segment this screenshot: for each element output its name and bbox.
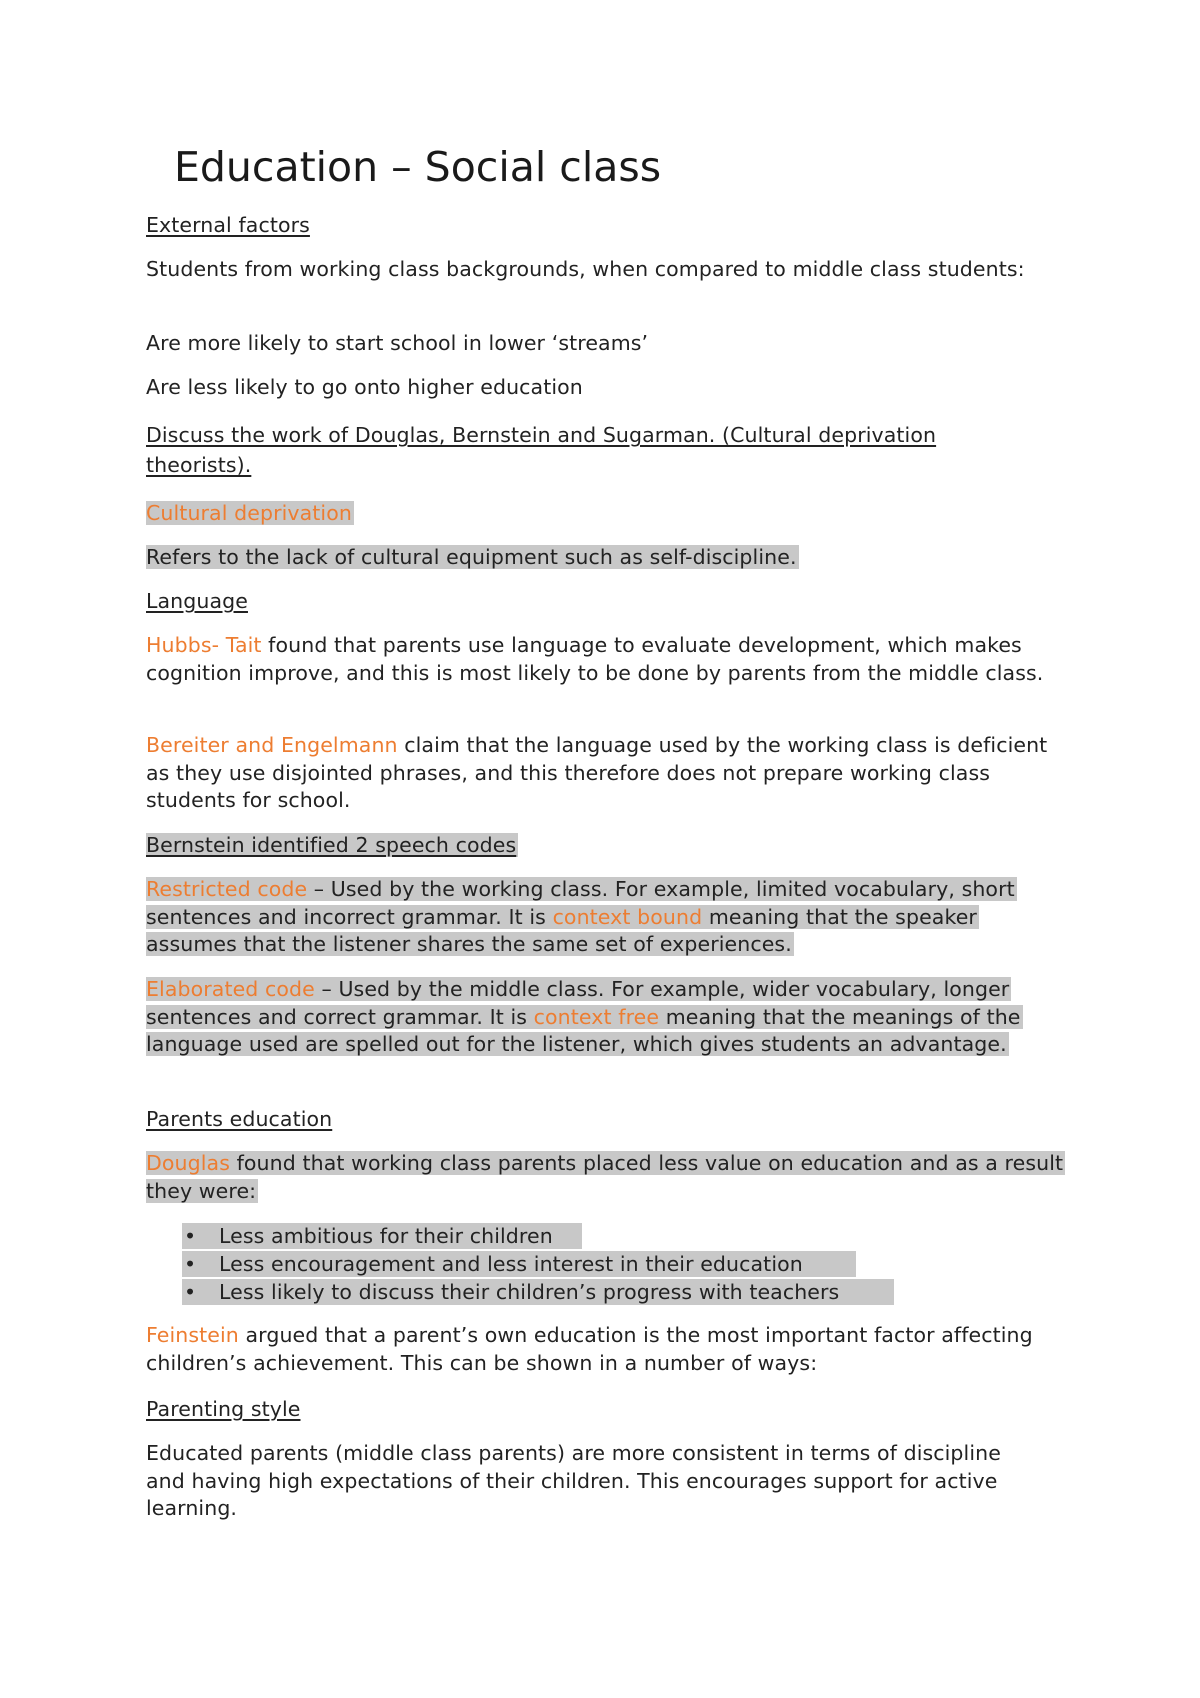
elaborated-code-paragraph: Elaborated code – Used by the middle class. For example, wider vocabulary, longer sentences and correct grammar. It is context free meaning that the meanings of the language used are spelled out for the listener, which gives students an advantage. — [146, 977, 1021, 1056]
discuss-paragraph: Discuss the work of Douglas, Bernstein and Sugarman. (Cultural deprivation theorists). — [146, 423, 937, 477]
douglas-bullet-list — [146, 1222, 1066, 1306]
feinstein-paragraph: Feinstein argued that a parent’s own education is the most important factor affecting children’s achievement. This can be shown in a number of ways: — [146, 1323, 1033, 1375]
list-item: • Less likely to discuss their children’s progress with teachers — [146, 1278, 1066, 1306]
douglas-paragraph: Douglas found that working class parents placed less value on education and as a result they were: — [146, 1151, 1064, 1203]
page-title: Education – Social class — [174, 143, 662, 191]
restricted-code-paragraph: Restricted code – Used by the working class. For example, limited vocabulary, short sentences and incorrect grammar. It is context bound meaning that the speaker assumes that the listener shares the same set of experiences. — [146, 877, 1015, 956]
intro-paragraph: Students from working class backgrounds, when compared to middle class students: — [146, 257, 1025, 281]
bereiter-paragraph: Bereiter and Engelmann claim that the language used by the working class is deficient as they use disjointed phrases, and this therefore does not prepare working class students for school. — [146, 733, 1048, 812]
language-heading: Language — [146, 589, 248, 613]
list-item: • Less encouragement and less interest in their education — [146, 1250, 1066, 1278]
parents-education-heading: Parents education — [146, 1107, 333, 1131]
point-streams: Are more likely to start school in lower ‘streams’ — [146, 331, 649, 355]
point-higher-education: Are less likely to go onto higher education — [146, 375, 583, 399]
cultural-deprivation-definition: Refers to the lack of cultural equipment such as self-discipline. — [146, 545, 797, 569]
hubbs-tait-paragraph: Hubbs- Tait found that parents use language to evaluate development, which makes cognition improve, and this is most likely to be done by parents from the middle class. — [146, 633, 1044, 685]
bernstein-heading: Bernstein identified 2 speech codes — [146, 833, 517, 857]
parenting-style-heading: Parenting style — [146, 1397, 301, 1421]
list-item: • Less ambitious for their children — [146, 1222, 1066, 1250]
parenting-style-paragraph: Educated parents (middle class parents) are more consistent in terms of discipline and having high expectations of their children. This encourages support for active learning. — [146, 1441, 1001, 1520]
external-factors-heading: External factors — [146, 213, 310, 237]
cultural-deprivation-term: Cultural deprivation — [146, 501, 352, 525]
